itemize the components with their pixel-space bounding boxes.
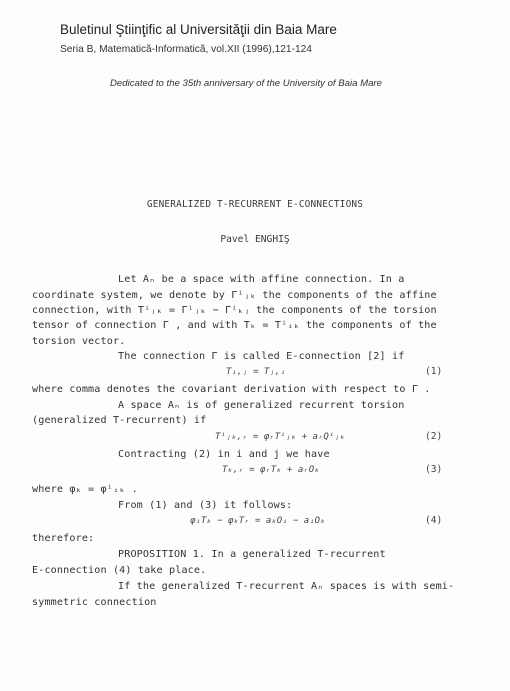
equation-2: Tⁱⱼₖ,ᵣ = φᵣTⁱⱼₖ + aᵣQⁱⱼₖ — [215, 432, 346, 442]
body-line: Contracting (2) in i and j we have — [118, 449, 330, 460]
body-line: coordinate system, we denote by Γⁱⱼₖ the components of the affine — [32, 290, 437, 301]
paper-title: GENERALIZED T-RECURRENT E-CONNECTIONS — [146, 199, 364, 210]
dedication-note: Dedicated to the 35th anniversary of the University of Baia Mare — [110, 78, 382, 89]
body-line: therefore: — [32, 533, 95, 544]
body-line: where φₖ = φⁱᵢₖ . — [32, 484, 138, 495]
journal-series: Seria B, Matematică-Informatică, vol.XII (1996),121-124 — [60, 44, 312, 55]
body-line: (generalized T-recurrent) if — [32, 415, 207, 426]
equation-1: Tᵢ,ⱼ = Tⱼ,ᵢ — [226, 367, 286, 377]
body-line: symmetric connection — [32, 597, 157, 608]
body-line: torsion vector. — [32, 336, 126, 347]
body-line: tensor of connection Γ , and with Tₖ = Tⁱᵢₖ the components of the — [32, 320, 437, 331]
journal-title: Buletinul Ştiinţific al Universităţii din Baia Mare — [60, 22, 337, 37]
body-line: From (1) and (3) it follows: — [118, 500, 293, 511]
equation-2-number: (2) — [425, 431, 443, 442]
equation-4-number: (4) — [425, 515, 443, 526]
paper-author: Pavel ENGHIŞ — [220, 234, 290, 245]
equation-3-number: (3) — [425, 464, 443, 475]
body-line: E-connection (4) take place. — [32, 565, 207, 576]
equation-1-number: (1) — [425, 366, 443, 377]
body-line: Let Aₙ be a space with affine connection. In a — [118, 274, 405, 285]
equation-3: Tₖ,ᵣ = φᵣTₖ + aᵣOₖ — [222, 465, 320, 475]
equation-4: φᵢTₖ − φₖTᵣ = aₖOᵢ − aᵢOₖ — [190, 516, 326, 526]
proposition-line: PROPOSITION 1. In a generalized T-recurrent — [118, 549, 386, 560]
body-line: If the generalized T-recurrent Aₙ spaces is with semi- — [118, 581, 455, 592]
body-line: connection, with Tⁱⱼₖ = Γⁱⱼₖ − Γⁱₖⱼ the components of the torsion — [32, 305, 437, 316]
body-line: A space Aₙ is of generalized recurrent torsion — [118, 400, 405, 411]
body-line: where comma denotes the covariant derivation with respect to Γ . — [32, 384, 431, 395]
body-line: The connection Γ is called E-connection [2] if — [118, 351, 405, 362]
